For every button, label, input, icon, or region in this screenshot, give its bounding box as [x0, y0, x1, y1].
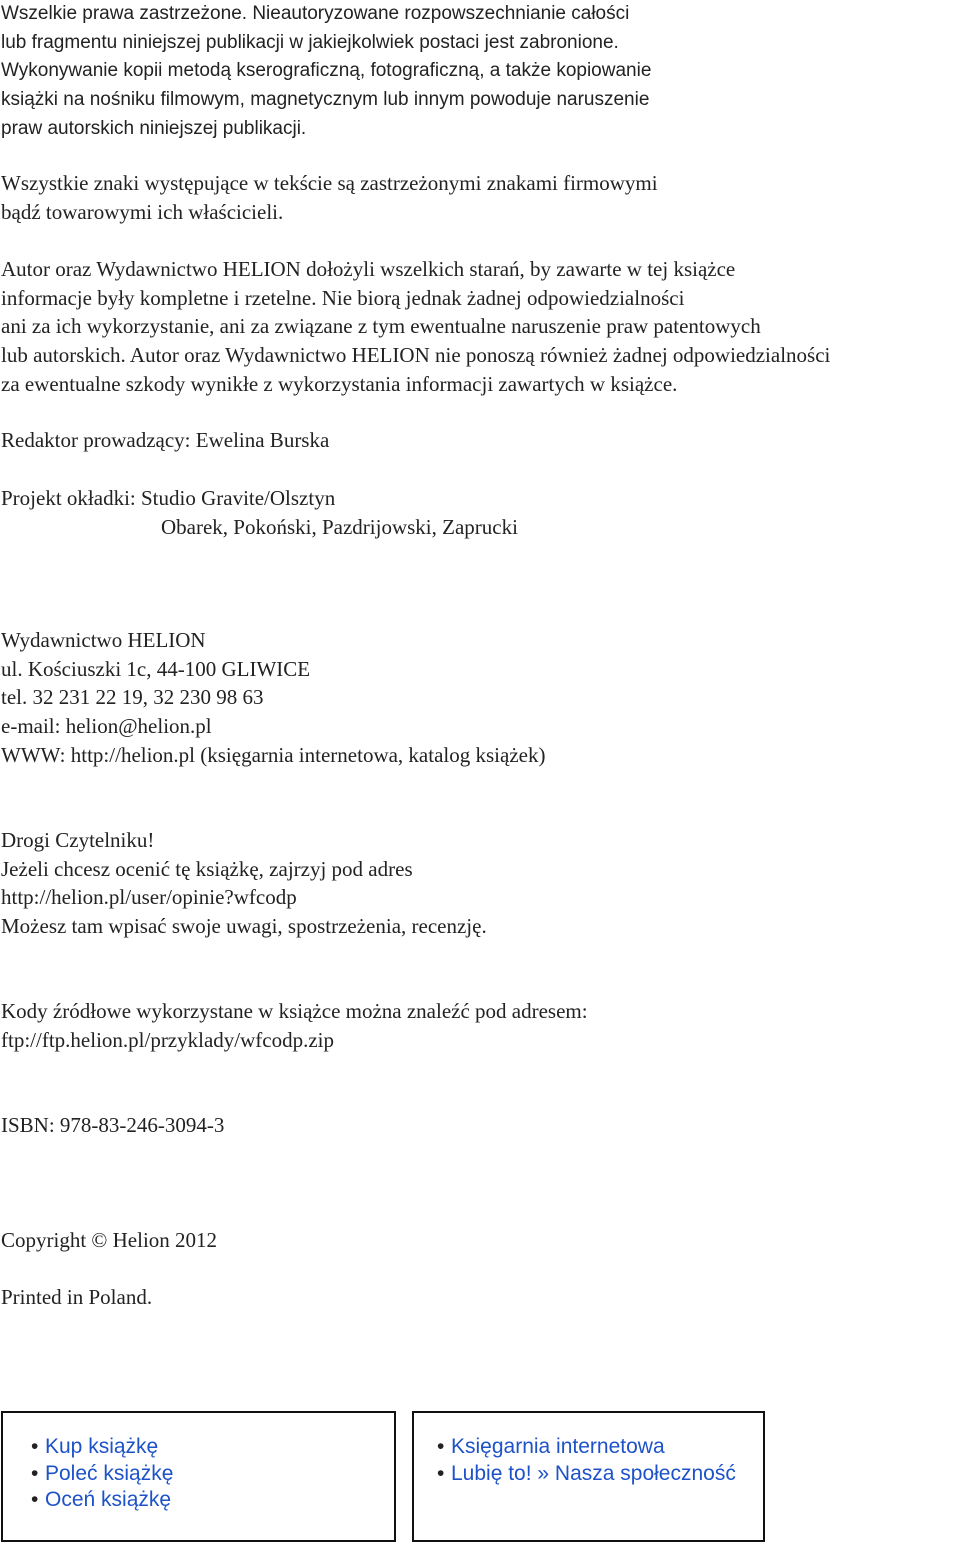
source-code-info — [1, 997, 956, 1054]
trademarks-line: Wszystkie znaki występujące w tekście są zastrzeżonymi znakami firmowymi — [1, 171, 658, 195]
bullet-icon: • — [31, 1435, 39, 1458]
trademarks-notice — [1, 169, 956, 226]
publisher-info — [1, 626, 956, 770]
cover-credit — [1, 484, 956, 541]
publisher-name: Wydawnictwo HELION — [1, 628, 206, 652]
liability-line: Autor oraz Wydawnictwo HELION dołożyli wszelkich starań, by zawarte w tej książce — [1, 257, 736, 281]
legal-notice-line: praw autorskich niniejszej publikacji. — [1, 117, 307, 139]
source-code-line: Kody źródłowe wykorzystane w książce można znaleźć pod adresem: — [1, 999, 588, 1023]
cover-line: Projekt okładki: Studio Gravite/Olsztyn — [1, 486, 336, 510]
list-item — [437, 1461, 736, 1488]
cover-line: Obarek, Pokoński, Pazdrijowski, Zaprucki — [161, 514, 518, 539]
reader-note-url: http://helion.pl/user/opinie?wfcodp — [1, 885, 297, 910]
online-bookstore-link[interactable]: Księgarnia internetowa — [451, 1435, 665, 1458]
copyright-line: Copyright © Helion 2012 — [1, 1228, 218, 1252]
reader-note-line: Jeżeli chcesz ocenić tę książkę, zajrzyj pod adres — [1, 856, 413, 881]
liability-line: informacje były kompletne i rzetelne. Nie biorą jednak żadnej odpowiedzialności — [1, 285, 685, 310]
liability-line: za ewentualne szkody wynikłe z wykorzystania informacji zawartych w książce. — [1, 371, 678, 396]
list-item — [31, 1487, 173, 1514]
list-item — [437, 1434, 736, 1461]
publisher-email: e-mail: helion@helion.pl — [1, 714, 212, 739]
recommend-book-link[interactable]: Poleć książkę — [45, 1461, 174, 1485]
editor-line: Redaktor prowadzący: Ewelina Burska — [1, 428, 330, 452]
liability-line: ani za ich wykorzystanie, ani za związane z tym ewentualne naruszenie praw patentowych — [1, 314, 761, 339]
bullet-icon: • — [437, 1435, 445, 1458]
copyright — [1, 1226, 956, 1255]
reader-note-line: Drogi Czytelniku! — [1, 828, 155, 852]
rate-book-link[interactable]: Oceń książkę — [45, 1488, 172, 1511]
legal-notice-line: Wykonywanie kopii metodą kserograficzną, fotograficzną, a także kopiowanie — [1, 60, 652, 82]
list-item — [31, 1461, 173, 1488]
liability-line: lub autorskich. Autor oraz Wydawnictwo HELION nie ponoszą również żadnej odpowiedzialności — [1, 343, 831, 368]
bullet-icon: • — [437, 1461, 445, 1485]
printed-in — [1, 1283, 956, 1312]
community-link[interactable]: Lubię to! » Nasza społeczność — [451, 1461, 736, 1485]
liability-notice — [1, 255, 956, 399]
publisher-phone: tel. 32 231 22 19, 32 230 98 63 — [1, 685, 264, 710]
source-code-url: ftp://ftp.helion.pl/przyklady/wfcodp.zip — [1, 1027, 335, 1052]
book-actions-list — [31, 1434, 173, 1514]
printed-line: Printed in Poland. — [1, 1285, 153, 1309]
store-links-box — [412, 1411, 765, 1542]
publisher-address: ul. Kościuszki 1c, 44-100 GLIWICE — [1, 656, 311, 681]
reader-note — [1, 826, 956, 941]
legal-notice-line: lub fragmentu niniejszej publikacji w jakiejkolwiek postaci jest zabronione. — [1, 31, 619, 53]
legal-notice-line: książki na nośniku filmowym, magnetycznym lub innym powoduje naruszenie — [1, 89, 650, 111]
legal-notice-line: Wszelkie prawa zastrzeżone. Nieautoryzowane rozpowszechnianie całości — [1, 3, 630, 24]
book-actions-box — [1, 1411, 396, 1542]
publisher-www: WWW: http://helion.pl (księgarnia internetowa, katalog książek) — [1, 742, 546, 767]
bullet-icon: • — [31, 1488, 39, 1511]
editor-credit — [1, 426, 956, 455]
store-links-list — [437, 1434, 736, 1487]
reader-note-line: Możesz tam wpisać swoje uwagi, spostrzeżenia, recenzję. — [1, 914, 487, 939]
legal-notice — [1, 0, 956, 144]
buy-book-link[interactable]: Kup książkę — [45, 1435, 159, 1458]
trademarks-line: bądź towarowymi ich właścicieli. — [1, 199, 284, 224]
isbn-line: ISBN: 978-83-246-3094-3 — [1, 1113, 225, 1137]
list-item — [31, 1434, 173, 1461]
bullet-icon: • — [31, 1461, 39, 1485]
isbn — [1, 1111, 956, 1140]
